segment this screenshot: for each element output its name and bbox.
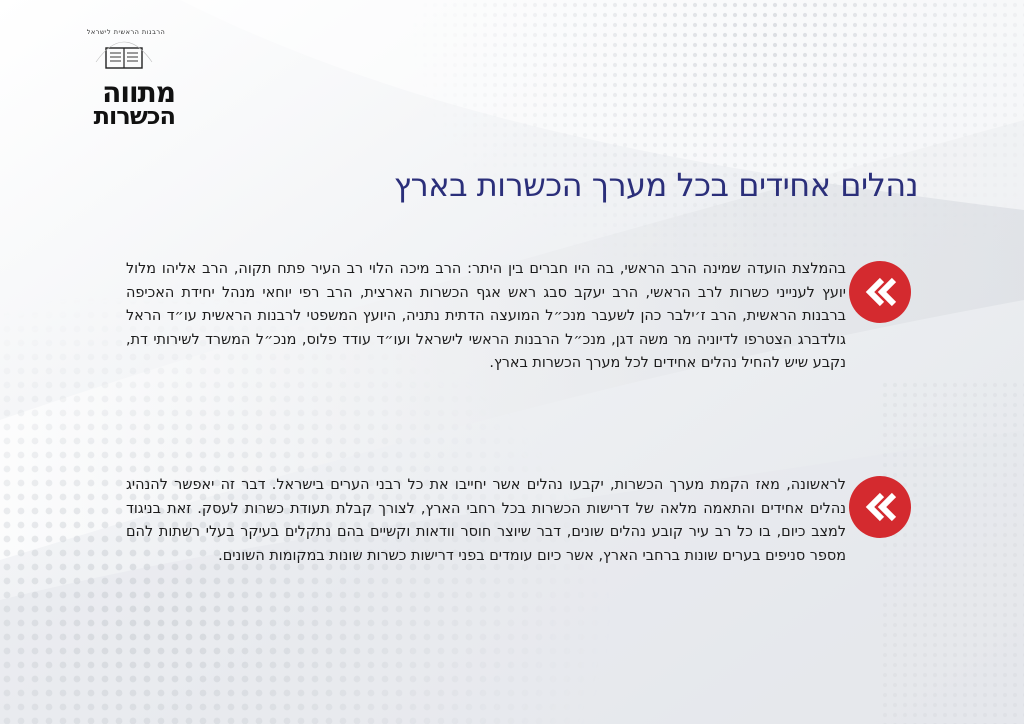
section-paragraph-2: לראשונה, מאז הקמת מערך הכשרות, יקבעו נהלים אשר יחייבו את כל רבני הערים בישראל. דבר זה יאפשר להנהיג נהלים אחידים והתאמה מלאה של דרישות הכשרות בכל רחבי הארץ, לצורך קבלת תעודת כשרות לעסק. זאת בניגוד למצב כיום, בו כל רב עיר קובע נהלים שונים, דבר שיוצר חוסר וודאות וקשיים בהם נתקלים בעיקר בעלי רשתות להם מספר סניפים בערים שונות ברחבי הארץ, אשר כיום עומדים בפני דרישות כשרות שונות במקומות השונים. (126, 477, 846, 564)
logo-title-line-2: הכשרות (93, 102, 175, 130)
book-emblem-icon (30, 18, 175, 78)
section-paragraph-1: בהמלצת הועדה שמינה הרב הראשי, בה היו חברים בין היתר: הרב מיכה הלוי רב העיר פתח תקוה, הרב אליהו מלול יועץ לענייני כשרות לרב הראשי, הרב יעקב סבג ראש אגף הכשרות הארצית, הרב רפי יוחאי מנהל יחידת האכיפה ברבנות הראשית, הרב ז׳ילבר כהן לשעבר מנכ״ל המועצה הדתית נתניה, היועץ המשפטי לרבנות הראשית עו״ד הראל גולדברג הצטרפו לדיוניה מר משה דגן, מנכ״ל הרבנות הראשי לישראל ועו״ד עודד פלוס, מנכ״ל המשרד לשירותי דת, נקבע שיש להחיל נהלים אחידים לכל מערך הכשרות בארץ. (126, 261, 846, 371)
logo-arc-text: הרבנות הראשית לישראל (86, 28, 166, 36)
double-chevron-left-icon (848, 260, 912, 324)
logo-title-line-1: מתווה (102, 76, 175, 109)
double-chevron-left-icon (848, 475, 912, 539)
page-title: נהלים אחידים בכל מערך הכשרות בארץ (393, 166, 918, 204)
logo (30, 18, 175, 128)
